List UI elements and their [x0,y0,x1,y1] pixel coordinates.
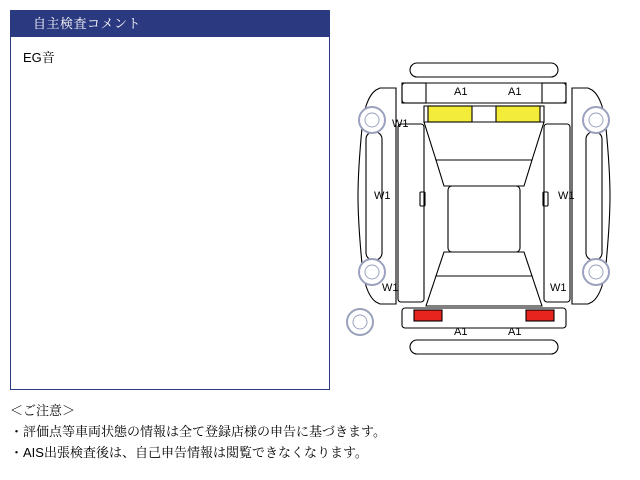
label-rear-right-panel: A1 [508,326,522,338]
front-right-highlight [496,106,540,122]
notice-line-1: ・評価点等車両状態の情報は全て登録店様の申告に基づきます。 [10,424,386,439]
left-side-panel [398,124,424,302]
self-inspection-comment-panel [10,10,330,390]
right-side-panel [544,124,570,302]
comment-panel-title: 自主検査コメント [11,11,329,37]
vehicle-condition-diagram [336,20,632,372]
front-left-highlight [428,106,472,122]
wheel-rear-right-hub [589,265,603,279]
front-bumper-bar [410,63,558,77]
wheel-rear-left-hub [365,265,379,279]
notice-line-2: ・AIS出張検査後は、自己申告情報は閲覧できなくなります。 [10,445,368,460]
label-left-door-front: W1 [374,190,391,202]
label-rear-left-fender: W1 [382,282,399,294]
rear-right-highlight [526,310,554,321]
comment-panel-body: EG音 [23,50,55,65]
front-panel-row [402,83,566,103]
label-rear-left-panel: A1 [454,326,468,338]
label-front-left-panel: A1 [454,86,468,98]
label-front-left-fender: W1 [392,118,409,130]
label-front-right-panel: A1 [508,86,522,98]
roof-panel [448,186,520,252]
front-left-corner [402,83,426,103]
notice-title: ＜ご注意＞ [10,403,76,418]
spare-wheel-hub [353,315,367,329]
front-right-corner [542,83,566,103]
wheel-front-right-hub [589,113,603,127]
label-right-door-front: W1 [558,190,575,202]
trunk-panel [426,276,542,306]
label-rear-right-fender: W1 [550,282,567,294]
rear-window [436,252,532,276]
rear-left-highlight [414,310,442,321]
hood-panel [424,122,544,160]
right-sill-bar [586,132,602,260]
rear-bumper-bar [410,340,558,354]
windshield [436,160,532,186]
notice-block [10,400,630,463]
wheel-front-left-hub [365,113,379,127]
